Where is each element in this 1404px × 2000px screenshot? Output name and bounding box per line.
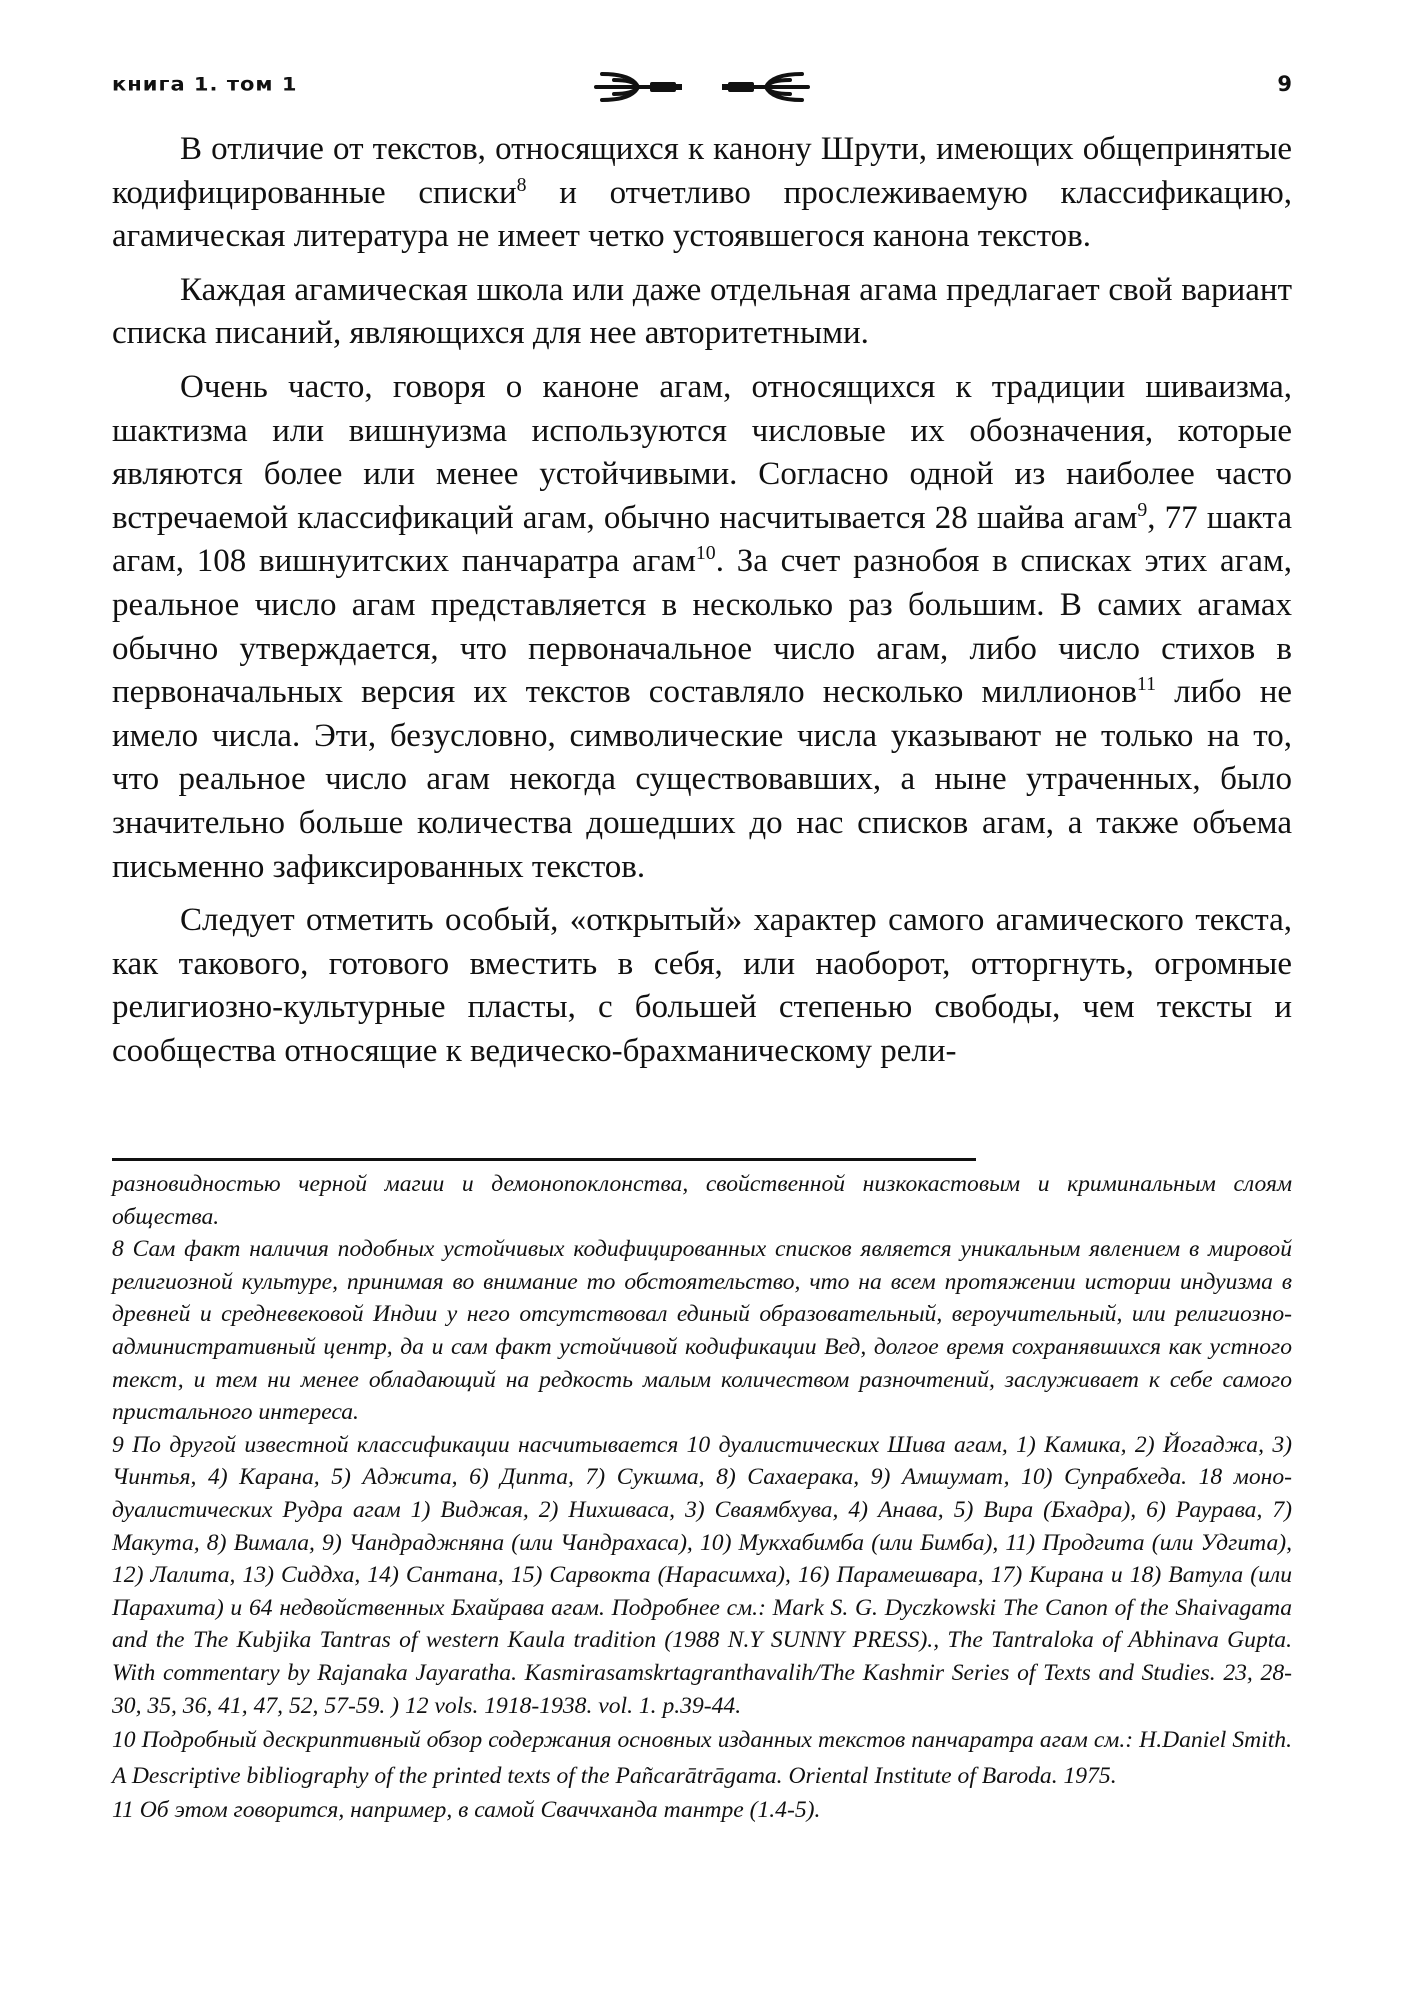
trident-ornament-icon	[592, 62, 812, 112]
footnote-ref: 8	[516, 173, 527, 196]
paragraph: Следует отметить особый, «открытый» характер самого агамического текста, как такового, готового вместить в себя, или наоборот, отторгнуть, огромные религиозно-культурные пласты, с большей степенью свободы, чем тексты и сообщества относящие к ведическо-брахманическому рели-	[112, 902, 1292, 1069]
text-span: и отчетливо прослеживаемую классификацию, агамическая литература не имеет четко устоявшегося канона текстов.	[112, 174, 1292, 255]
footnote-11: 11 Об этом говорится, например, в самой Сваччханда тантре (1.4-5).	[112, 1797, 821, 1824]
paragraph: Каждая агамическая школа или даже отдельная агама предлагает свой вариант списка писаний, являющихся для нее авторитетными.	[112, 271, 1292, 352]
footnote-8: 8 Сам факт наличия подобных устойчивых кодифицированных списков является уникальным явлением в мировой религиозной культуре, принимая во внимание то обстоятельство, что на всем протяжении истории индуизма в древней и средневековой Индии у него отсутствовал единый образовательный, вероучительный, или религиозно-административный центр, да и сам факт устойчивой кодификации Вед, долгое время сохранявшихся как устного текст, и тем ни менее обладающий на редкость малым количеством разночтений, заслуживает к себе самого пристального интереса.	[112, 1236, 1292, 1426]
running-title: книга 1. том 1	[112, 73, 298, 95]
page-number: 9	[1277, 72, 1292, 96]
footnote-continuation: разновидностью черной магии и демонопоклонства, свойственной низкокастовым и криминальным слоям общества.	[112, 1171, 1292, 1230]
text-span: Очень часто, говоря о каноне агам, относящихся к традиции шиваизма, шактизма или вишнуизма используются числовые их обозначения, которые являются более или менее устойчивыми. Согласно одной из наиболее часто встречаемой классификаций агам, обычно насчитывается 28 шайва агам	[112, 368, 1292, 536]
text-span: либо не имело числа. Эти, безусловно, символические числа указывают не только на то, что реальное число агам некогда существовавших, а ныне утраченных, было значительно больше количества дошедших до нас списков агам, а также объема письменно зафиксированных текстов.	[112, 674, 1292, 885]
footnote-9: 9 По другой известной классификации насчитывается 10 дуалистических Шива агам, 1) Камика, 2) Йогаджа, 3) Чинтья, 4) Карана, 5) Аджита, 6) Дипта, 7) Сукшма, 8) Сахаерака, 9) Амшумат, 10) Супрабхеда. 18 моно-дуалистических Рудра агам 1) Виджая, 2) Нихшваса, 3) Сваямбхува, 4) Анава, 5) Вира (Бхадра), 6) Раурава, 7) Макута, 8) Вимала, 9) Чандраджняна (или Чандрахаса), 10) Мукхабимба (или Бимба), 11) Продгита (или Удгита), 12) Лалита, 13) Сиддха, 14) Сантана, 15) Сарвокта (Нарасимха), 16) Парамешвара, 17) Кирана и 18) Ватула (или Парахита) и 64 недвойственных Бхайрава агам. Подробнее см.: Mark S. G. Dyczkowski The Canon of the Shaivagama and the The Kubjika Tantras of western Kaula tradition (1988 N.Y SUNNY PRESS)., The Tantraloka of Abhinava Gupta. With commentary by Rajanaka Jayaratha. Kasmirasamskrtagranthavalih/The Kashmir Series of Texts and Studies. 23, 28-30, 35, 36, 41, 47, 52, 57-59. ) 12 vols. 1918-1938. vol. 1. p.39-44.	[112, 1431, 1292, 1719]
footnote-ref: 11	[1136, 673, 1156, 696]
paragraph	[112, 128, 1292, 259]
footnote-ref: 9	[1137, 498, 1148, 521]
text-span: . За счет разнобоя в списках этих агам, реальное число агам представляется в несколько раз большим. В самих агамах обычно утверждается, что первоначальное число агам, либо число стихов в первоначальных версия их текстов составляло несколько миллионов	[112, 543, 1292, 711]
footnote-divider	[112, 1158, 976, 1161]
footnote-10: 10 Подробный дескриптивный обзор содержания основных изданных текстов панчаратра агам см.: H.Daniel Smith. A Descriptive bibliography of the printed texts of the Pañcarātrāgama. Oriental Institute of Baroda. 1975.	[112, 1727, 1292, 1790]
footnote-ref: 10	[695, 542, 716, 565]
text-span: , 77 шакта агам, 108 вишнуитских панчаратра агам	[112, 499, 1292, 580]
main-text	[112, 128, 1292, 1083]
page-header	[112, 62, 1292, 112]
footnotes	[112, 1168, 1292, 1827]
paragraph	[112, 366, 1292, 889]
text-span: В отличие от текстов, относящихся к канону Шрути, имеющих общепринятые кодифицированные списки	[112, 131, 1292, 211]
